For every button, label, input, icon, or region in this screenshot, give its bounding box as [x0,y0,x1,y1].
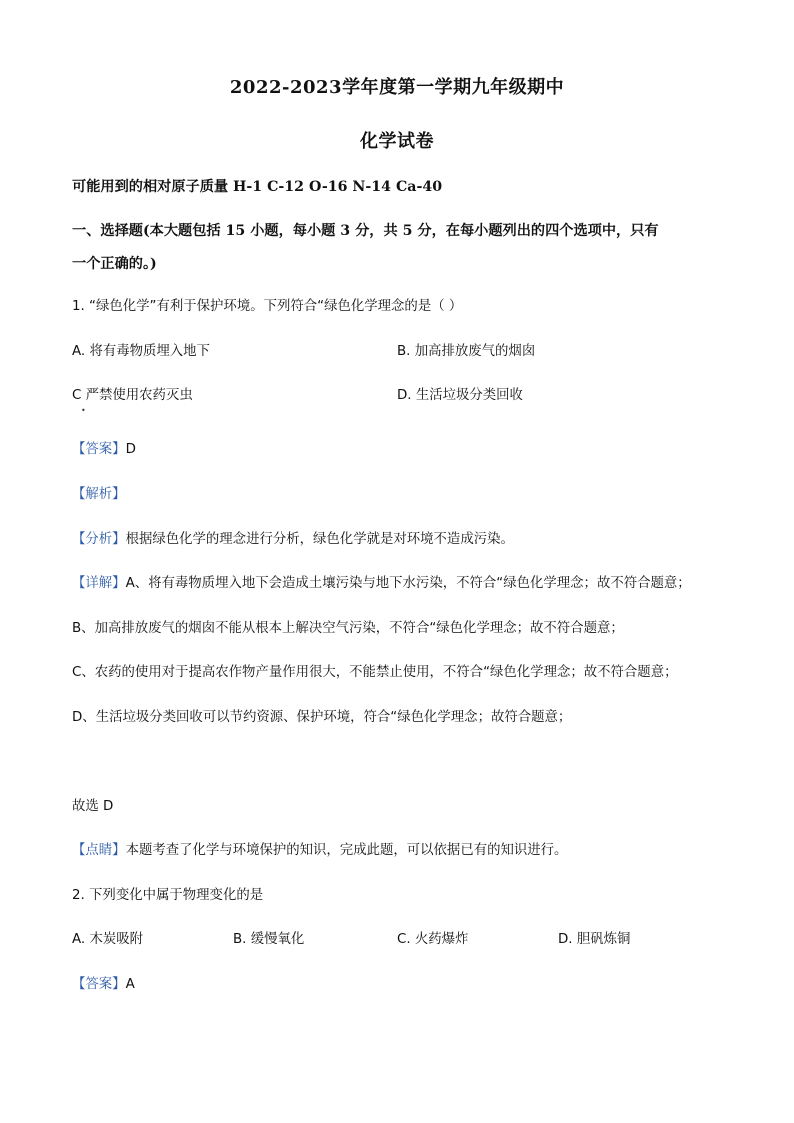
section-heading-line1: 一、选择题(本大题包括 15 小题，每小题 3 分，共 5 分，在每小题列出的四个选项中，只有 [72,223,659,239]
q1-detail-d: D、生活垃圾分类回收可以节约资源、保护环境，符合“绿色化学理念；故符合题意； [72,710,572,725]
q1-detail-b: B、加高排放废气的烟囱不能从根本上解决空气污染，不符合“绿色化学理念；故不符合题意； [72,621,624,636]
q1-conclusion: 故选 D [72,799,114,814]
q1-option-a: A. 将有毒物质埋入地下 [72,344,210,359]
q1-option-d: D. 生活垃圾分类回收 [397,388,523,403]
q1-option-b: B. 加高排放废气的烟囱 [397,344,536,359]
detail-a-text: A、将有毒物质埋入地下会造成土壤污染与地下水污染，不符合“绿色化学理念；故不符合题意； [125,576,691,591]
comment-text: 本题考查了化学与环境保护的知识，完成此题，可以依据已有的知识进行。 [125,843,568,858]
q1-detail-a [72,575,691,593]
exam-title: 2022-2023学年度第一学期九年级期中 [229,77,565,98]
question-2-stem: 2. 下列变化中属于物理变化的是 [72,888,264,903]
q2-option-b: B. 缓慢氧化 [233,932,305,947]
atomic-mass-line: 可能用到的相对原子质量 H-1 C-12 O-16 N-14 Ca-40 [72,179,443,195]
q2-option-a: A. 木炭吸附 [72,932,143,947]
q1-analysis-label: 【解析】 [72,487,126,502]
q2-option-c: C. 火药爆炸 [397,932,469,947]
q1-comment [72,842,567,860]
fenxi-text: 根据绿色化学的理念进行分析，绿色化学就是对环境不造成污染。 [125,532,514,547]
detail-tag: 【详解】 [72,576,126,591]
section-heading-line2: 一个正确的。) [72,256,157,272]
answer-value: A [125,977,135,992]
q1-option-c: C 严禁使用农药灭虫 [72,388,193,403]
q1-detail-c: C、农药的使用对于提高农作物产量作用很大，不能禁止使用，不符合“绿色化学理念；故不符合题意； [72,665,678,680]
stray-dot: • [81,406,86,415]
q1-answer [72,441,136,459]
q1-fenxi [72,531,514,549]
fenxi-tag: 【分析】 [72,532,126,547]
answer-tag: 【答案】 [72,977,126,992]
comment-tag: 【点睛】 [72,843,126,858]
answer-value: D [125,442,136,457]
q2-option-d: D. 胆矾炼铜 [558,932,631,947]
answer-tag: 【答案】 [72,442,126,457]
question-1-stem: 1. “绿色化学”有利于保护环境。下列符合“绿色化学理念的是（ ） [72,299,463,314]
exam-subtitle: 化学试卷 [360,131,434,152]
q2-answer [72,976,135,994]
